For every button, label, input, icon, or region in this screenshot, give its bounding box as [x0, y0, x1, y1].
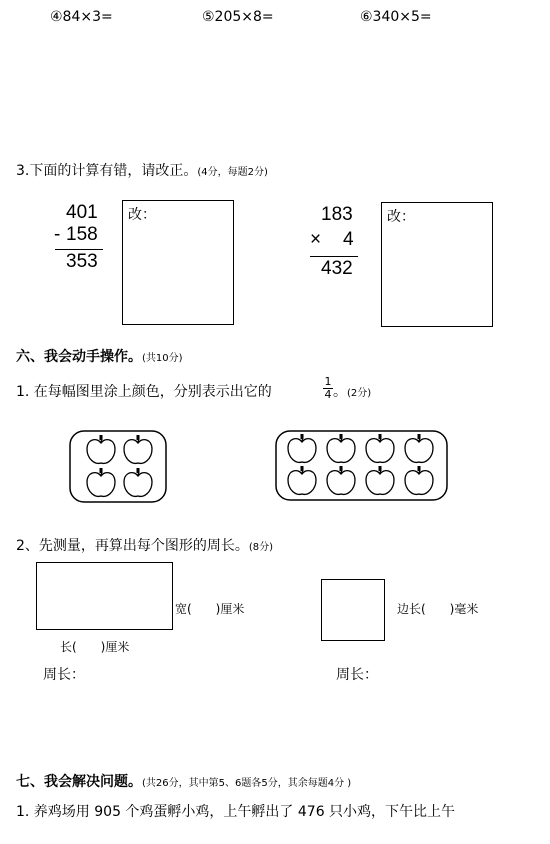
section7-note: (共26分，其中第5、6题各5分，其余每题4分 ): [142, 778, 352, 789]
rectangle-figure: [36, 562, 173, 630]
section6-q2-title: 2、先测量，再算出每个图形的周长。: [16, 538, 249, 554]
calc2-result: 432: [321, 258, 353, 279]
apple-group-2: [288, 434, 433, 494]
problem-6: ⑥340×5=: [360, 9, 432, 25]
section6-note: (共10分): [142, 353, 183, 364]
apple-icon[interactable]: [366, 434, 394, 462]
apple-icon[interactable]: [288, 434, 316, 462]
correction-label-1: 改：: [128, 207, 156, 223]
rect-width-label: 宽( )厘米: [175, 602, 245, 616]
correction-label-2: 改：: [387, 209, 415, 225]
perimeter-label-2: 周长：: [336, 667, 378, 683]
calc1-line2: 158: [66, 224, 98, 245]
section7-q1: 1. 养鸡场用 905 个鸡蛋孵小鸡，上午孵出了 476 只小鸡，下午比上午: [16, 804, 456, 820]
perimeter-label-1: 周长：: [43, 667, 85, 683]
apple-icon[interactable]: [327, 434, 355, 462]
calc2-sign: ×: [310, 229, 322, 250]
calc1-result: 353: [66, 251, 98, 272]
apple-icon[interactable]: [405, 466, 433, 494]
fraction-numerator: 1: [324, 375, 332, 388]
calc2-line1: 183: [321, 204, 353, 225]
apple-tray-1: [70, 431, 166, 502]
problem-4: ④84×3=: [50, 9, 113, 25]
section6-q1-note: (2分): [347, 388, 372, 399]
apple-icon[interactable]: [124, 468, 152, 496]
calc2-line2: 4: [343, 229, 354, 250]
apple-icon[interactable]: [87, 435, 115, 463]
q3-note: (4分，每题2分): [197, 167, 268, 178]
apple-group-1: [87, 435, 152, 496]
apple-icon[interactable]: [366, 466, 394, 494]
apple-icon[interactable]: [87, 468, 115, 496]
section7-title: 七、我会解决问题。: [16, 774, 142, 790]
apple-icon[interactable]: [327, 466, 355, 494]
section6-q1-tail: 。: [333, 384, 347, 400]
section6-q1-text: 1. 在每幅图里涂上颜色，分别表示出它的: [16, 384, 272, 400]
section6-title: 六、我会动手操作。: [16, 349, 142, 365]
section6-q2-note: (8分): [248, 542, 274, 553]
calc1-sign: -: [54, 224, 61, 245]
apple-icon[interactable]: [405, 434, 433, 462]
apple-icon[interactable]: [124, 435, 152, 463]
calc1-line1: 401: [66, 202, 98, 223]
rect-length-label: 长( )厘米: [60, 640, 130, 654]
apple-icon[interactable]: [288, 466, 316, 494]
square-figure: [321, 579, 385, 641]
section6-q2-heading: [16, 535, 273, 555]
fraction-denominator: 4: [324, 388, 332, 401]
square-side-label: 边长( )毫米: [397, 602, 479, 616]
q3-title: 3.下面的计算有错，请改正。: [16, 163, 198, 179]
section7-heading: [16, 771, 351, 791]
problem-5: ⑤205×8=: [202, 9, 274, 25]
